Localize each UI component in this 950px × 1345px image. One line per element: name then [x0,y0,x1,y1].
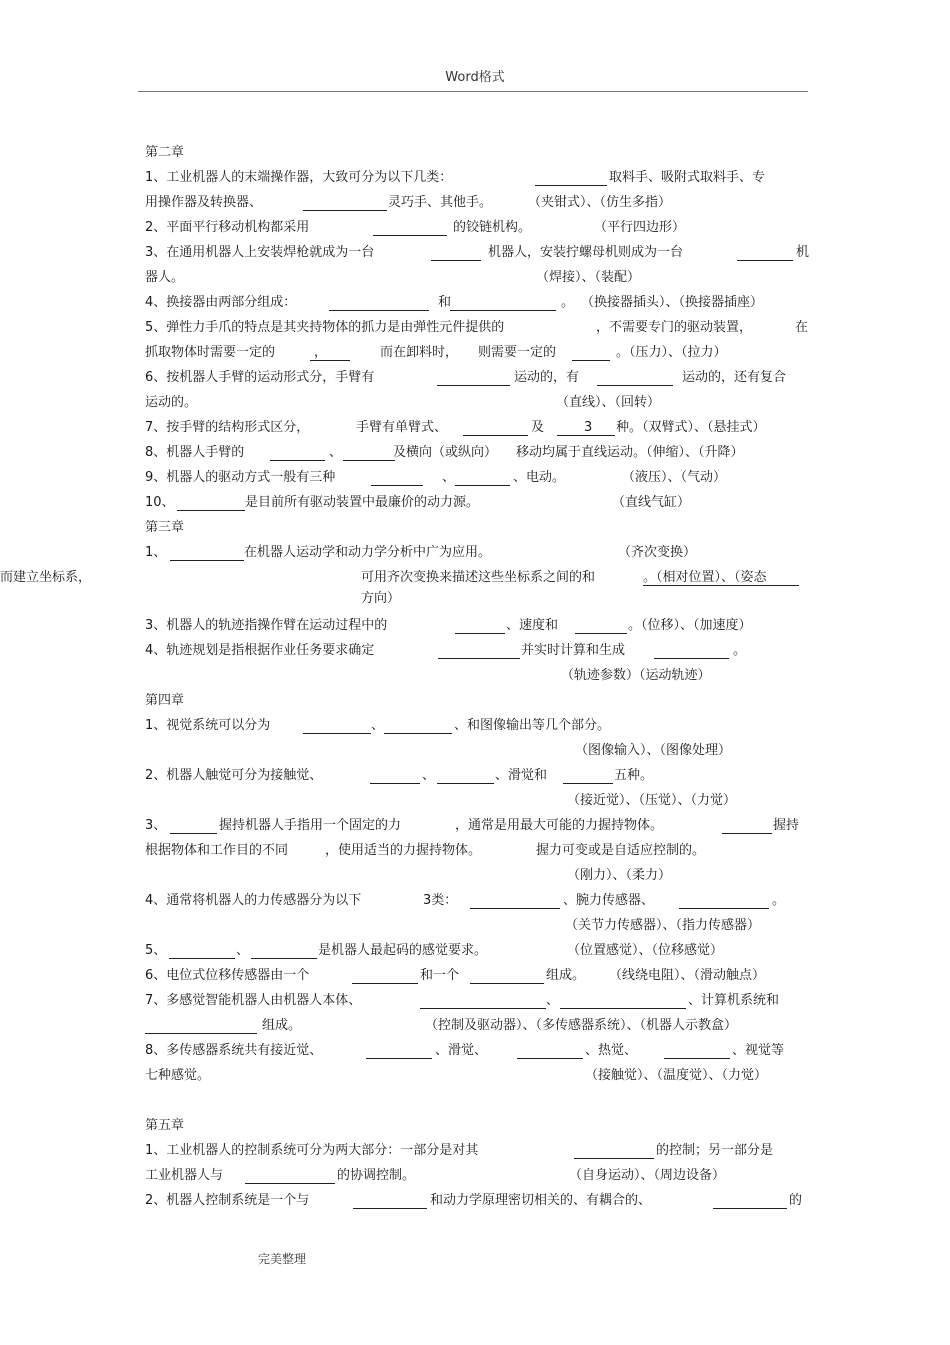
fill-blank [384,719,452,734]
fill-blank [303,196,387,211]
text-line: 1、工业机器人的控制系统可分为两大部分：一部分是对其 [145,1143,479,1158]
fill-blank [470,969,544,984]
text-line: 8、多传感器系统共有接近觉、 [145,1043,323,1058]
text-line: 及横向（或纵向） [393,445,498,460]
fill-blank [737,246,793,261]
text-line: 2、平面平行移动机构都采用 [145,220,310,235]
text-line: 握力可变或是自适应控制的。 [536,843,706,858]
text-line: 2、机器人控制系统是一个与 [145,1193,310,1208]
text-line: （轨迹参数）（运动轨迹） [561,668,711,683]
fill-blank [366,1044,432,1059]
text-line: 。 [733,643,747,658]
fill-blank [437,371,510,386]
text-line: 握持 [773,818,800,833]
fill-blank [463,421,528,436]
fill-blank [177,496,245,511]
text-line: 4、轨迹规划是指根据作业任务要求确定 [145,643,375,658]
text-line: 种。（双臂式）、（悬挂式） [616,420,766,435]
fill-blank [517,1044,583,1059]
text-line: 而在卸料时， [380,345,459,360]
text-line: （直线气缸） [612,495,691,510]
text-line: 5、 [145,943,167,958]
text-line: 工业机器人与 [145,1168,224,1183]
text-line: 组成。 [546,968,586,983]
fill-blank [170,546,244,561]
text-line: （图像输入）、（图像处理） [575,743,732,758]
text-line: 1、 [145,545,167,560]
text-line: 1、视觉系统可以分为 [145,718,271,733]
text-line: 3、机器人的轨迹指操作臂在运动过程中的 [145,618,388,633]
fill-blank [450,296,556,311]
text-line: 。（相对位置）、（姿态 [643,570,767,585]
text-line: ，不需要专门的驱动装置， [596,320,753,335]
text-line: 手臂有单臂式、 [356,420,448,435]
text-line: 方向） [361,591,401,606]
fill-blank [470,894,560,909]
text-line: 3 [584,420,593,435]
fill-blank [438,644,520,659]
text-line: 第三章 [145,520,185,535]
text-line: 运动的。 [145,395,198,410]
fill-blank [572,346,610,361]
fill-blank [420,994,546,1009]
text-line: 6、按机器人手臂的运动形式分，手臂有 [145,370,375,385]
fill-blank [535,171,607,186]
text-line: 第五章 [145,1118,185,1133]
text-line: 取料手、吸附式取料手、专 [609,170,766,185]
fill-blank [303,719,371,734]
fill-blank [437,769,494,784]
text-line: 、 [371,718,385,733]
text-line: 3、在通用机器人上安装焊枪就成为一台 [145,245,375,260]
text-line: 、 [422,768,436,783]
text-line: （齐次变换） [618,545,697,560]
text-line: 运动的，有 [514,370,580,385]
fill-blank [455,619,505,634]
text-line: 在机器人运动学和动力学分析中广为应用。 [244,545,492,560]
text-line: （关节力传感器）、（指力传感器） [565,918,761,933]
text-line: （控制及驱动器）、（多传感器系统）、（机器人示教盒） [425,1018,738,1033]
fill-blank [343,446,395,461]
text-line: 。（位移）、（加速度） [628,618,752,633]
text-line: 10、 [145,495,175,510]
text-line: 第二章 [145,145,185,160]
text-line: 运动的，还有复合 [682,370,787,385]
text-line: 、滑觉和 [495,768,548,783]
text-line: 移动均属于直线运动。（伸缩）、（升降） [516,445,744,460]
text-line: 、 [546,993,560,1008]
text-line: （换接器插头）、（换接器插座） [581,295,764,310]
fill-blank [560,994,686,1009]
text-line: 4、通常将机器人的力传感器分为以下 [145,893,362,908]
fill-blank [370,769,420,784]
text-line: 在 [795,320,809,335]
text-line: 3、 [145,818,167,833]
fill-blank [329,296,429,311]
text-line: 的铰链机构。 [453,220,532,235]
page-header: Word格式 [445,70,505,85]
text-line: 、 [236,943,250,958]
text-line: 是目前所有驱动装置中最廉价的动力源。 [245,495,480,510]
fill-blank [352,969,418,984]
fill-blank [563,769,613,784]
fill-blank [373,221,447,236]
text-line: 、视觉等 [732,1043,785,1058]
text-line: 2、机器人触觉可分为接触觉、 [145,768,323,783]
text-line: 的 [789,1193,803,1208]
text-line: 、 [329,445,343,460]
text-line: ，通常是用最大可能的力握持物体。 [455,818,664,833]
fill-blank [654,644,729,659]
text-line: 灵巧手、其他手。 [388,195,493,210]
fill-blank [371,471,423,486]
text-line: 及 [531,420,545,435]
fill-blank [597,371,673,386]
text-line: 4、换接器由两部分组成： [145,295,297,310]
text-line: 组成。 [262,1018,302,1033]
text-line: 6、电位式位移传感器由一个 [145,968,310,983]
fill-blank [431,246,481,261]
fill-blank [722,819,772,834]
text-line: 器人。 [145,270,185,285]
text-line: 第四章 [145,693,185,708]
text-line: （平行四边形） [594,220,686,235]
text-line: 、 [442,470,456,485]
text-line: （焊接）、（装配） [536,270,641,285]
text-line: 、滑觉、 [435,1043,488,1058]
text-line: 。 [772,893,786,908]
text-line: 、和图像输出等几个部分。 [454,718,611,733]
text-line: 、腕力传感器、 [563,893,655,908]
text-line: （接触觉）、（温度觉）、（力觉） [585,1068,768,1083]
text-line: 1、工业机器人的末端操作器，大致可分为以下几类： [145,170,453,185]
text-line: 、计算机系统和 [688,993,780,1008]
header-divider [138,91,808,92]
text-line: 的控制；另一部分是 [656,1143,774,1158]
fill-blank [170,819,217,834]
text-line: 的协调控制。 [337,1168,416,1183]
text-line: 3类： [423,893,458,908]
text-line: 机器人，安装拧螺母机则成为一台 [488,245,684,260]
text-line: 7、按手臂的结构形式区分， [145,420,310,435]
text-line: ，使用适当的力握持物体。 [325,843,482,858]
text-line: 五种。 [614,768,654,783]
text-line: 则需要一定的 [478,345,557,360]
text-line: 7、多感觉智能机器人由机器人本体、 [145,993,362,1008]
text-line: 和 [438,295,452,310]
text-line: 、速度和 [506,618,559,633]
text-line: 而建立坐标系， [0,570,92,585]
text-line: （直线）、（回转） [556,395,661,410]
text-line: 机 [796,245,810,260]
text-line: 七种感觉。 [145,1068,211,1083]
text-line: 并实时计算和生成 [521,643,626,658]
text-line: 抓取物体时需要一定的 [145,345,276,360]
text-line: （位置感觉）、（位移感觉） [567,943,724,958]
fill-blank [245,1169,335,1184]
fill-blank [310,346,350,361]
fill-blank [664,1044,730,1059]
text-line: 是机器人最起码的感觉要求。 [318,943,488,958]
text-line: （夹钳式）、（仿生多指） [528,195,672,210]
text-line: 和一个 [420,968,460,983]
text-line: 用操作器及转换器、 [145,195,263,210]
text-line: （自身运动）、（周边设备） [569,1168,726,1183]
fill-blank [270,446,325,461]
text-line: 根据物体和工作目的不同 [145,843,289,858]
text-line: （线绕电阻）、（滑动触点） [609,968,766,983]
text-line: 、电动。 [513,470,566,485]
fill-blank [713,1194,787,1209]
text-line: 8、机器人手臂的 [145,445,245,460]
fill-blank [353,1194,427,1209]
text-line: （液压）、（气动） [622,470,727,485]
fill-blank [145,1019,257,1034]
text-line: 、热觉、 [585,1043,638,1058]
fill-blank [679,894,769,909]
text-line: 5、弹性力手爪的特点是其夹持物体的抓力是由弹性元件提供的 [145,320,505,335]
fill-blank [575,619,627,634]
text-line: 。 [561,295,575,310]
fill-blank [251,944,317,959]
text-line: （接近觉）、（压觉）、（力觉） [567,793,737,808]
text-line: （刚力）、（柔力） [567,868,672,883]
page-footer: 完美整理 [258,1252,307,1266]
text-line: ， [314,345,328,360]
text-line: 。（压力）、（拉力） [616,345,727,360]
fill-blank [574,1144,654,1159]
fill-blank [455,471,510,486]
text-line: 握持机器人手指用一个固定的力 [219,818,402,833]
text-line: 可用齐次变换来描述这些坐标系之间的和 [361,570,596,585]
text-line: 和动力学原理密切相关的、有耦合的、 [430,1193,652,1208]
fill-blank [169,944,235,959]
text-line: 9、机器人的驱动方式一般有三种 [145,470,336,485]
